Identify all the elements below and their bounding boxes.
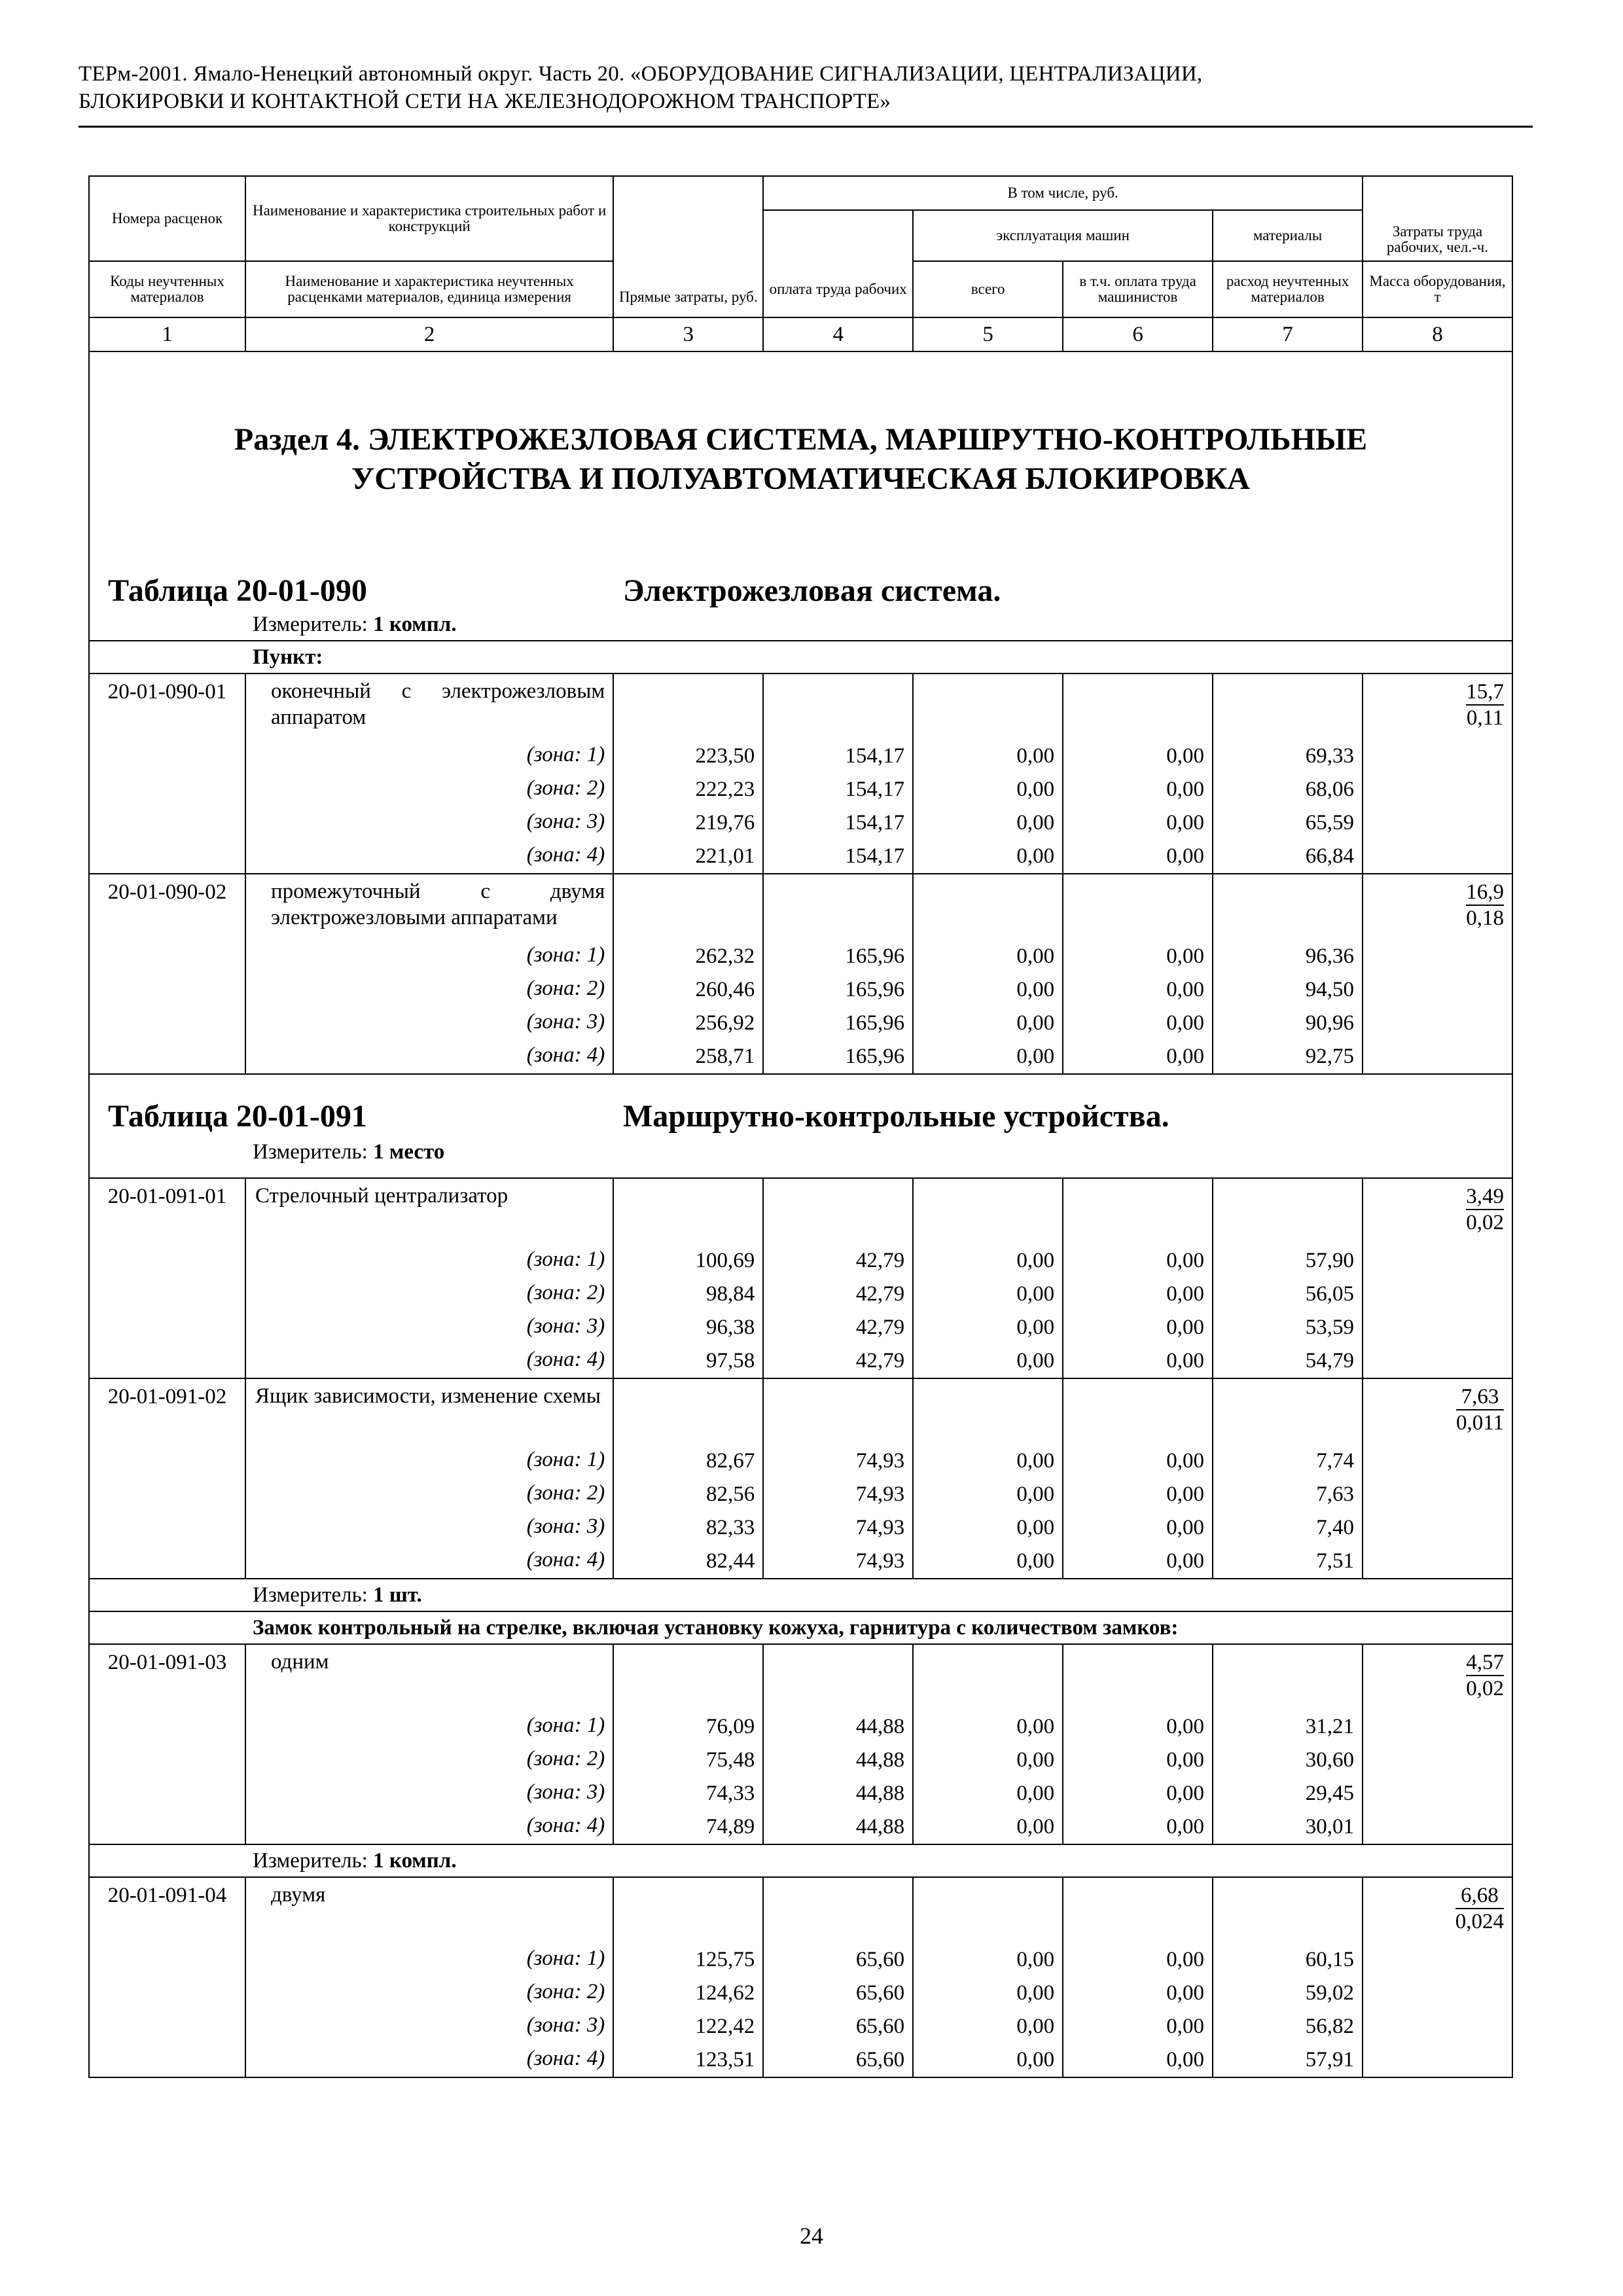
section-title-line1: Раздел 4. ЭЛЕКТРОЖЕЗЛОВАЯ СИСТЕМА, МАРШРУТНО-КОНТРОЛЬНЫЕ (234, 422, 1368, 457)
rate-materials-value: 7,40 (1316, 1516, 1354, 1539)
rate-materials-value: 92,75 (1305, 1045, 1354, 1068)
rate-wages-value: 74,93 (855, 1482, 905, 1506)
rate-labor-mass-cell (1363, 673, 1512, 874)
rate-wages-value: 65,60 (855, 1981, 905, 2005)
meter-sht: Измеритель: 1 шт. (89, 1579, 1512, 1611)
rate-name-cell (245, 1178, 613, 1378)
rate-machines-cell (913, 1378, 1063, 1579)
rate-direct-value: 222,23 (695, 778, 755, 801)
rate-direct-value: 98,84 (705, 1282, 755, 1306)
zone-label: (зона: 4) (526, 1043, 605, 1067)
mass-value: 0,18 (1466, 906, 1504, 930)
rate-machinists-value: 0,00 (1166, 944, 1205, 968)
rate-direct-cell (613, 1378, 763, 1579)
rate-machinists-value: 0,00 (1166, 978, 1205, 1001)
rate-machinists-value: 0,00 (1166, 1045, 1205, 1068)
table-090-meter: Измеритель: 1 компл. (253, 613, 457, 636)
rate-direct-value: 76,09 (705, 1715, 755, 1738)
table-090-label: Таблица 20-01-090 (108, 573, 367, 608)
rate-machines-value: 0,00 (1016, 944, 1055, 968)
rate-machinists-value: 0,00 (1166, 1316, 1205, 1339)
mass-value: 0,11 (1466, 706, 1504, 730)
column-number: 5 (913, 317, 1063, 351)
rate-name: одним (270, 1650, 329, 1674)
rate-materials-value: 66,84 (1305, 844, 1354, 868)
rate-machines-cell (913, 874, 1063, 1074)
rate-direct-value: 100,69 (695, 1249, 755, 1272)
page-number: 24 (800, 2223, 823, 2249)
rate-direct-value: 82,67 (705, 1449, 755, 1473)
rate-wages-cell (763, 1178, 913, 1378)
rate-materials-value: 7,63 (1316, 1482, 1354, 1506)
rate-materials-value: 59,02 (1305, 1981, 1354, 2005)
rate-wages-value: 165,96 (845, 944, 905, 968)
header-work-name: Наименование и характеристика строительных работ и конструкций (245, 176, 613, 261)
rate-materials-value: 68,06 (1305, 778, 1354, 801)
rate-materials-value: 53,59 (1305, 1316, 1354, 1339)
rate-materials-cell (1213, 1378, 1363, 1579)
rate-machinists-value: 0,00 (1166, 744, 1205, 768)
header-mass: Масса оборудования, т (1363, 261, 1512, 317)
labor-value: 3,49 (1466, 1184, 1504, 1210)
zone-label: (зона: 4) (526, 1548, 605, 1571)
running-head-line1: ТЕРм-2001. Ямало-Ненецкий автономный округ. Часть 20. «ОБОРУДОВАНИЕ СИГНАЛИЗАЦИИ, ЦЕНТРАЛИЗАЦИИ, (79, 62, 1203, 86)
header-including: В том числе, руб. (763, 176, 1363, 210)
rate-machines-value: 0,00 (1016, 2015, 1055, 2038)
rate-wages-value: 44,88 (855, 1815, 905, 1839)
rate-materials-value: 90,96 (1305, 1011, 1354, 1035)
meter-kompl: Измеритель: 1 компл. (89, 1844, 1512, 1877)
zone-label: (зона: 2) (526, 1481, 605, 1505)
rate-materials-value: 7,74 (1316, 1449, 1354, 1473)
zone-label: (зона: 1) (526, 943, 605, 967)
rate-name-cell (245, 1877, 613, 2077)
rate-materials-value: 30,01 (1305, 1815, 1354, 1839)
zone-label: (зона: 4) (526, 843, 605, 867)
rate-wages-cell (763, 1877, 913, 2077)
rate-machinists-value: 0,00 (1166, 844, 1205, 868)
rate-machinists-value: 0,00 (1166, 1449, 1205, 1473)
rate-materials-value: 54,79 (1305, 1349, 1354, 1372)
rate-machines-cell (913, 1178, 1063, 1378)
rate-machines-value: 0,00 (1016, 1549, 1055, 1573)
rate-code: 20-01-091-01 (89, 1178, 245, 1378)
header-direct-costs: Прямые затраты, руб. (613, 176, 763, 317)
rate-machines-value: 0,00 (1016, 978, 1055, 1001)
rate-machinists-value: 0,00 (1166, 2015, 1205, 2038)
mass-value: 0,011 (1455, 1411, 1504, 1435)
labor-value: 7,63 (1456, 1384, 1504, 1410)
rate-wages-value: 154,17 (845, 811, 905, 834)
rate-direct-value: 221,01 (695, 844, 755, 868)
rate-materials-value: 69,33 (1305, 744, 1354, 768)
rate-wages-value: 74,93 (855, 1449, 905, 1473)
labor-mass-fraction (1466, 880, 1504, 931)
rate-direct-value: 122,42 (695, 2015, 755, 2038)
rate-materials-value: 94,50 (1305, 978, 1354, 1001)
rate-wages-cell (763, 1378, 913, 1579)
section-title-line2: УСТРОЙСТВА И ПОЛУАВТОМАТИЧЕСКАЯ БЛОКИРОВКА (351, 461, 1250, 496)
rate-machines-value: 0,00 (1016, 1045, 1055, 1068)
rate-wages-value: 65,60 (855, 2015, 905, 2038)
rate-labor-mass-cell (1363, 1877, 1512, 2077)
mass-value: 0,024 (1455, 1910, 1504, 1933)
rate-direct-value: 96,38 (705, 1316, 755, 1339)
header-rule (79, 126, 1533, 128)
zone-label: (зона: 2) (526, 977, 605, 1000)
table-090-name: Электрожезловая система. (623, 573, 1001, 608)
rate-machines-value: 0,00 (1016, 1748, 1055, 1772)
rate-machines-value: 0,00 (1016, 744, 1055, 768)
rate-direct-value: 258,71 (695, 1045, 755, 1068)
rate-wages-cell (763, 874, 913, 1074)
rate-name-cell (245, 1378, 613, 1579)
rate-machines-value: 0,00 (1016, 1249, 1055, 1272)
rate-wages-cell (763, 1644, 913, 1844)
rate-machinists-cell (1063, 673, 1213, 874)
rate-direct-value: 125,75 (695, 1948, 755, 1971)
rate-name-cell (245, 1644, 613, 1844)
table-091-block (89, 1074, 1512, 1178)
labor-value: 15,7 (1466, 679, 1504, 706)
labor-mass-fraction (1466, 1650, 1504, 1701)
column-number: 8 (1363, 317, 1512, 351)
zone-label: (зона: 2) (526, 1281, 605, 1304)
rate-direct-value: 82,56 (705, 1482, 755, 1506)
rate-wages-value: 165,96 (845, 1011, 905, 1035)
rate-wages-value: 65,60 (855, 2048, 905, 2072)
rate-materials-value: 56,82 (1305, 2015, 1354, 2038)
mass-value: 0,02 (1466, 1677, 1504, 1700)
rate-materials-cell (1213, 1644, 1363, 1844)
rate-labor-mass-cell (1363, 1644, 1512, 1844)
labor-mass-fraction (1456, 1384, 1504, 1435)
rate-machinists-value: 0,00 (1166, 1981, 1205, 2005)
rate-direct-cell (613, 1877, 763, 2077)
rate-wages-value: 42,79 (855, 1249, 905, 1272)
rate-materials-value: 31,21 (1305, 1715, 1354, 1738)
rate-wages-value: 42,79 (855, 1282, 905, 1306)
labor-value: 16,9 (1466, 880, 1504, 906)
column-number: 1 (89, 317, 245, 351)
header-machines-total: всего (913, 261, 1063, 317)
rate-machinists-cell (1063, 874, 1213, 1074)
rate-machines-value: 0,00 (1016, 1981, 1055, 2005)
rate-machinists-value: 0,00 (1166, 1482, 1205, 1506)
rate-machines-value: 0,00 (1016, 1482, 1055, 1506)
header-material-names: Наименование и характеристика неучтенных расценками материалов, единица измерения (245, 261, 613, 317)
rate-row (89, 1644, 1512, 1844)
header-materials: материалы (1213, 210, 1363, 261)
rate-direct-value: 97,58 (705, 1349, 755, 1372)
labor-mass-fraction (1466, 1184, 1504, 1235)
zone-label: (зона: 2) (526, 1747, 605, 1770)
rate-code: 20-01-091-03 (89, 1644, 245, 1844)
rate-machines-value: 0,00 (1016, 1782, 1055, 1805)
rate-machines-value: 0,00 (1016, 1516, 1055, 1539)
rate-materials-value: 65,59 (1305, 811, 1354, 834)
table-091-name: Маршрутно-контрольные устройства. (623, 1099, 1169, 1134)
rate-machinists-value: 0,00 (1166, 1948, 1205, 1971)
table-091-label: Таблица 20-01-091 (108, 1099, 367, 1134)
rate-machines-cell (913, 1644, 1063, 1844)
rate-code: 20-01-090-01 (89, 673, 245, 874)
rate-machinists-value: 0,00 (1166, 1349, 1205, 1372)
lock-group-title: Замок контрольный на стрелке, включая установку кожуха, гарнитура с количеством замков: (89, 1611, 1512, 1644)
rate-code: 20-01-090-02 (89, 874, 245, 1074)
rate-machines-cell (913, 1877, 1063, 2077)
rate-code: 20-01-091-02 (89, 1378, 245, 1579)
column-number: 7 (1213, 317, 1363, 351)
rate-name-cell (245, 673, 613, 874)
rate-materials-value: 57,91 (1305, 2048, 1354, 2072)
labor-value: 4,57 (1466, 1650, 1504, 1676)
zone-label: (зона: 3) (526, 1780, 605, 1804)
rate-machinists-cell (1063, 1644, 1213, 1844)
rate-row (89, 1178, 1512, 1378)
rate-materials-cell (1213, 1877, 1363, 2077)
rate-direct-cell (613, 1178, 763, 1378)
labor-value: 6,68 (1455, 1883, 1504, 1909)
rate-wages-value: 44,88 (855, 1748, 905, 1772)
rate-machinists-value: 0,00 (1166, 811, 1205, 834)
rate-direct-value: 82,33 (705, 1516, 755, 1539)
zone-label: (зона: 4) (526, 1814, 605, 1837)
rate-wages-value: 74,93 (855, 1549, 905, 1573)
rate-labor-mass-cell (1363, 1178, 1512, 1378)
zone-label: (зона: 3) (526, 810, 605, 833)
rate-direct-cell (613, 874, 763, 1074)
rate-machines-value: 0,00 (1016, 1948, 1055, 1971)
rate-materials-cell (1213, 874, 1363, 1074)
rate-materials-value: 56,05 (1305, 1282, 1354, 1306)
zone-label: (зона: 2) (526, 776, 605, 800)
section-title (90, 420, 1512, 499)
rate-wages-value: 65,60 (855, 1948, 905, 1971)
rate-wages-cell (763, 673, 913, 874)
running-head-line2: БЛОКИРОВКИ И КОНТАКТНОЙ СЕТИ НА ЖЕЛЕЗНОДОРОЖНОМ ТРАНСПОРТЕ» (79, 90, 891, 113)
zone-label: (зона: 3) (526, 1515, 605, 1538)
rate-materials-cell (1213, 1178, 1363, 1378)
rate-wages-value: 154,17 (845, 778, 905, 801)
column-number: 3 (613, 317, 763, 351)
rate-machines-cell (913, 673, 1063, 874)
rate-direct-value: 75,48 (705, 1748, 755, 1772)
rate-direct-value: 223,50 (695, 744, 755, 768)
rate-materials-value: 96,36 (1305, 944, 1354, 968)
rate-materials-value: 7,51 (1316, 1549, 1354, 1573)
rate-machinists-value: 0,00 (1166, 1516, 1205, 1539)
rate-machinists-value: 0,00 (1166, 1748, 1205, 1772)
labor-mass-fraction (1455, 1883, 1504, 1934)
header-wages: оплата труда рабочих (763, 261, 913, 317)
rate-direct-cell (613, 1644, 763, 1844)
rate-machinists-value: 0,00 (1166, 1011, 1205, 1035)
rate-materials-cell (1213, 673, 1363, 874)
zone-label: (зона: 3) (526, 1010, 605, 1033)
rate-labor-mass-cell (1363, 1378, 1512, 1579)
rate-wages-value: 74,93 (855, 1516, 905, 1539)
rate-direct-value: 260,46 (695, 978, 755, 1001)
rate-machinists-value: 0,00 (1166, 778, 1205, 801)
rate-machines-value: 0,00 (1016, 811, 1055, 834)
rate-name: Стрелочный централизатор (255, 1184, 508, 1208)
rate-wages-value: 165,96 (845, 1045, 905, 1068)
rate-row (89, 673, 1512, 874)
rate-direct-value: 74,89 (705, 1815, 755, 1839)
rate-direct-value: 123,51 (695, 2048, 755, 2072)
labor-mass-fraction (1466, 679, 1504, 730)
zone-label: (зона: 1) (526, 1448, 605, 1471)
rate-direct-value: 256,92 (695, 1011, 755, 1035)
rate-wages-value: 44,88 (855, 1782, 905, 1805)
rate-wages-value: 154,17 (845, 844, 905, 868)
rate-direct-cell (613, 673, 763, 874)
rate-direct-value: 82,44 (705, 1549, 755, 1573)
column-number: 4 (763, 317, 913, 351)
rate-labor-mass-cell (1363, 874, 1512, 1074)
column-number: 6 (1063, 317, 1213, 351)
rate-machinists-cell (1063, 1877, 1213, 2077)
rate-direct-value: 74,33 (705, 1782, 755, 1805)
rate-machines-value: 0,00 (1016, 1282, 1055, 1306)
header-machines: эксплуатация машин (913, 210, 1213, 261)
rate-direct-value: 219,76 (695, 811, 755, 834)
rate-machines-value: 0,00 (1016, 2048, 1055, 2072)
zone-label: (зона: 4) (526, 2047, 605, 2070)
rates-table (88, 175, 1513, 2078)
rate-wages-value: 42,79 (855, 1316, 905, 1339)
rate-name-cell (245, 874, 613, 1074)
rate-machinists-value: 0,00 (1166, 1249, 1205, 1272)
rate-machines-value: 0,00 (1016, 1715, 1055, 1738)
rate-machines-value: 0,00 (1016, 778, 1055, 801)
rate-machinists-value: 0,00 (1166, 2048, 1205, 2072)
zone-label: (зона: 1) (526, 1713, 605, 1737)
mass-value: 0,02 (1466, 1211, 1504, 1234)
column-number: 2 (245, 317, 613, 351)
header-labor: Затраты труда рабочих, чел.-ч. (1363, 176, 1512, 261)
rate-machinists-value: 0,00 (1166, 1549, 1205, 1573)
rate-direct-value: 262,32 (695, 944, 755, 968)
rate-materials-value: 29,45 (1305, 1782, 1354, 1805)
rate-machines-value: 0,00 (1016, 1815, 1055, 1839)
rate-row (89, 874, 1512, 1074)
zone-label: (зона: 2) (526, 1980, 605, 2003)
rate-machinists-value: 0,00 (1166, 1815, 1205, 1839)
rate-wages-value: 154,17 (845, 744, 905, 768)
rate-direct-value: 124,62 (695, 1981, 755, 2005)
rate-machines-value: 0,00 (1016, 1349, 1055, 1372)
rate-wages-value: 165,96 (845, 978, 905, 1001)
rate-machinists-cell (1063, 1378, 1213, 1579)
rate-wages-value: 44,88 (855, 1715, 905, 1738)
column-numbers-row (89, 317, 1512, 351)
zone-label: (зона: 3) (526, 2013, 605, 2037)
point-label: Пункт: (89, 641, 1512, 673)
rate-machines-value: 0,00 (1016, 1011, 1055, 1035)
rate-name: двумя (270, 1883, 326, 1907)
zone-label: (зона: 1) (526, 1247, 605, 1271)
rate-machines-value: 0,00 (1016, 844, 1055, 868)
zone-label: (зона: 3) (526, 1314, 605, 1338)
header-rate-numbers: Номера расценок (89, 176, 245, 261)
rate-row (89, 1378, 1512, 1579)
section-block (89, 351, 1512, 641)
rate-machinists-value: 0,00 (1166, 1282, 1205, 1306)
rate-code: 20-01-091-04 (89, 1877, 245, 2077)
rate-machinists-value: 0,00 (1166, 1715, 1205, 1738)
header-machinists-wages: в т.ч. оплата труда машинистов (1063, 261, 1213, 317)
zone-label: (зона: 1) (526, 743, 605, 766)
running-head (79, 60, 1531, 115)
rate-materials-value: 57,90 (1305, 1249, 1354, 1272)
rate-materials-value: 60,15 (1305, 1948, 1354, 1971)
header-unaccounted: расход неучтенных материалов (1213, 261, 1363, 317)
zone-label: (зона: 4) (526, 1348, 605, 1371)
zone-label: (зона: 1) (526, 1946, 605, 1970)
header-material-codes: Коды неучтенных материалов (89, 261, 245, 317)
rate-machinists-cell (1063, 1178, 1213, 1378)
rate-name: Ящик зависимости, изменение схемы (255, 1384, 601, 1408)
rate-materials-value: 30,60 (1305, 1748, 1354, 1772)
rate-name: оконечный с электрожезловым аппаратом (270, 679, 605, 729)
rate-machines-value: 0,00 (1016, 1316, 1055, 1339)
table-091-meter: Измеритель: 1 место (253, 1140, 445, 1164)
rate-wages-value: 42,79 (855, 1349, 905, 1372)
rate-name: промежуточный с двумя электрожезловыми аппаратами (270, 880, 605, 929)
rate-row (89, 1877, 1512, 2077)
rate-machinists-value: 0,00 (1166, 1782, 1205, 1805)
rate-machines-value: 0,00 (1016, 1449, 1055, 1473)
